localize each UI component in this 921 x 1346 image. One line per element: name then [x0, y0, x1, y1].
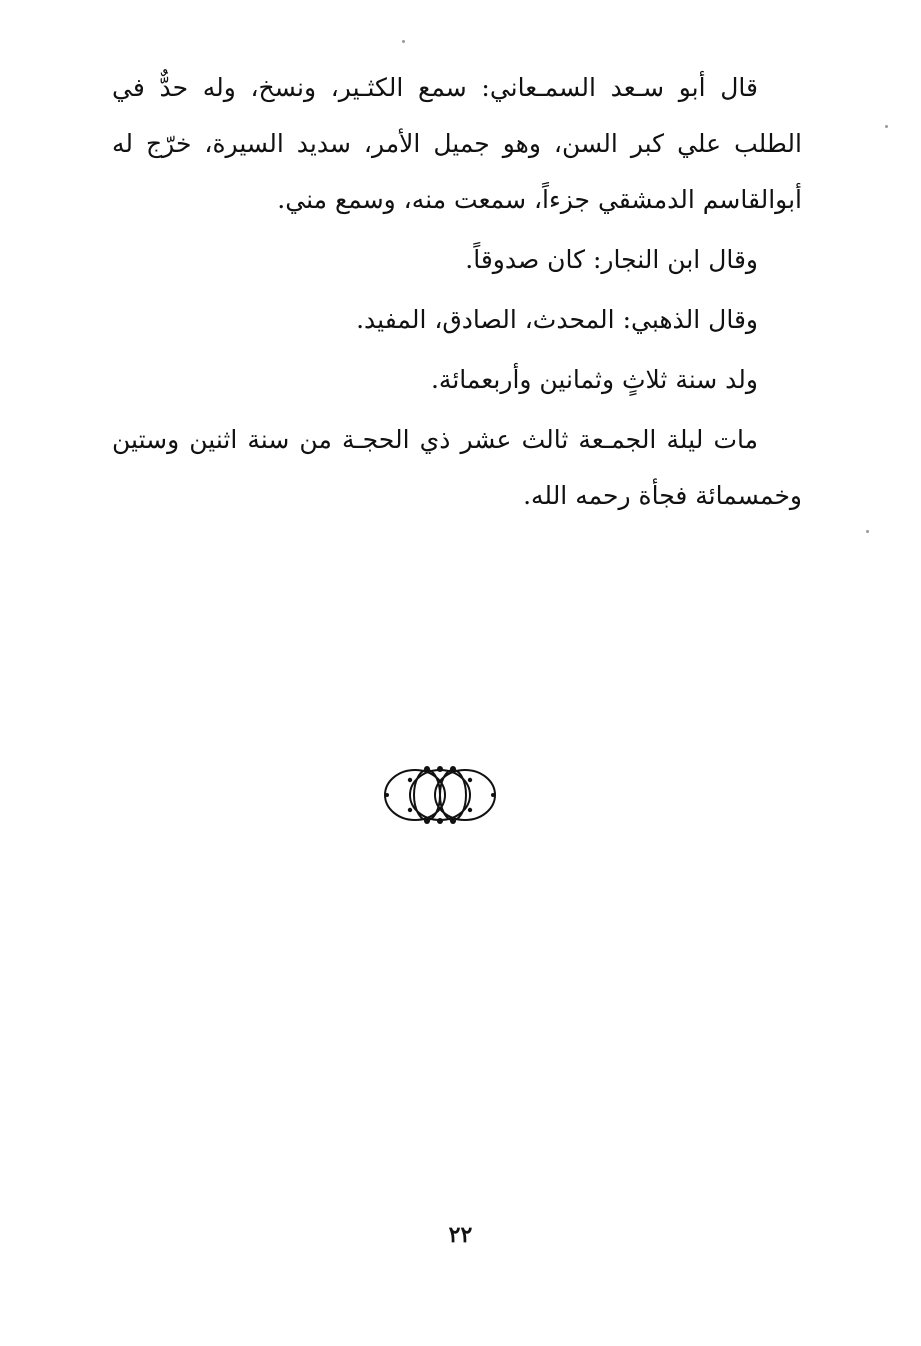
biography-text — [112, 60, 802, 528]
paragraph-dhahabi-quote: وقال الذهبي: المحدث، الصادق، المفيد. — [356, 305, 758, 334]
scan-speck — [885, 125, 888, 128]
paragraph-ibn-najjar-quote: وقال ابن النجار: كان صدوقاً. — [465, 245, 758, 274]
page-number: ٢٢ — [448, 1222, 473, 1248]
scan-speck — [402, 40, 405, 43]
paragraph-birth-year: ولد سنة ثلاثٍ وثمانين وأربعمائة. — [430, 365, 758, 394]
paragraph-death-date: مات ليلة الجمـعة ثالث عشر ذي الحجـة من سنة اثنين وستين وخمسمائة فجأة رحمه الله. — [112, 425, 802, 510]
paragraph-samani-quote: قال أبو سـعد السمـعاني: سمع الكثـير، ونسخ، وله حدٌّ في الطلب علي كبر السن، وهو جميل الأمر، سديد السيرة، خرّج له أبوالقاسم الدمشقي جزءاً، سمعت منه، وسمع مني. — [112, 73, 802, 214]
knotwork-ornament-icon — [380, 760, 500, 830]
scan-speck — [866, 530, 869, 533]
